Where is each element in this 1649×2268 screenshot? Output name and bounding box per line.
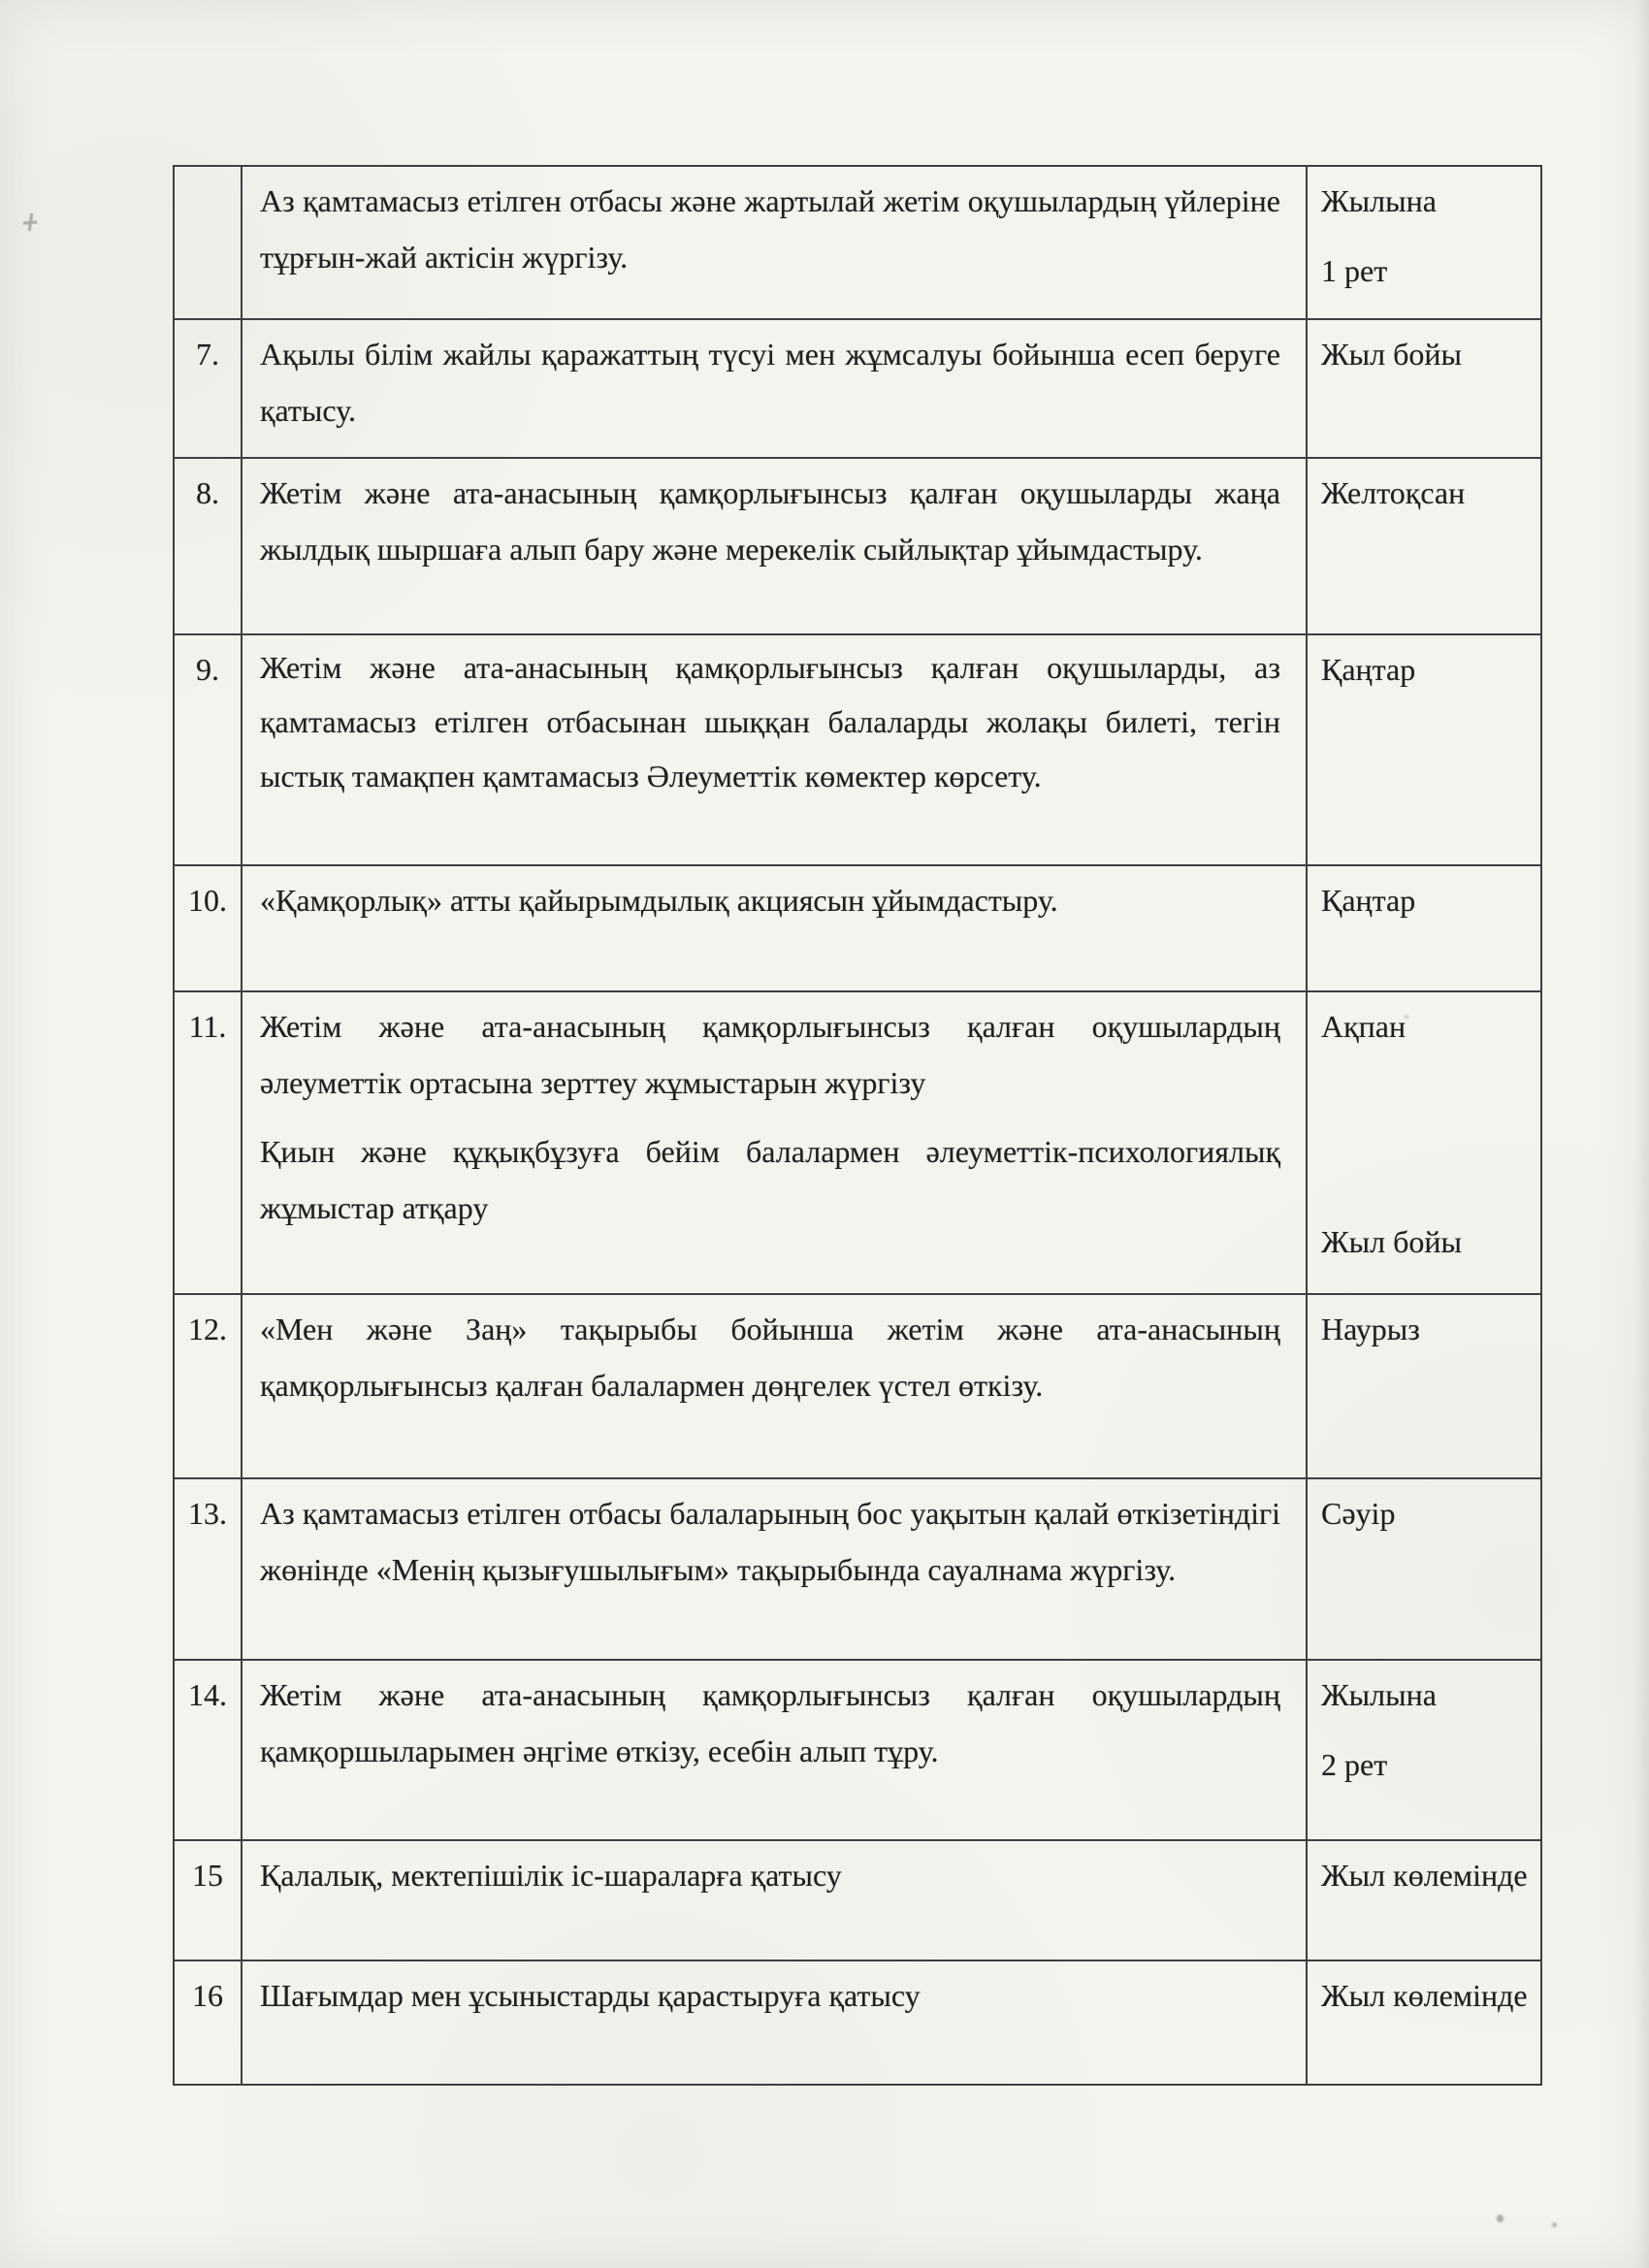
timing-cell: Жыл көлемінде <box>1321 1858 1528 1893</box>
timing-cell: Жыл көлемінде <box>1321 1978 1528 2013</box>
row-number: 9. <box>175 635 242 864</box>
activity-cell: Жетім және ата-анасының қамқорлығынсыз қалған оқушылардың әлеуметтік ортасына зерттеу жұмыстарын жүргізу Қиын және құқықбұзуға бейім балалармен әлеуметтік-психологиялық жұмыстар атқару <box>242 992 1308 1293</box>
timing-cell: Жылына 2 рет <box>1321 1677 1437 1782</box>
activity-cell: Жетім және ата-анасының қамқорлығынсыз қалған оқушылардың қамқоршыларымен әңгіме өткізу, есебін алып тұру. <box>242 1661 1308 1839</box>
timing-cell: Сәуір <box>1321 1496 1396 1531</box>
activity-cell: Шағымдар мен ұсыныстарды қарастыруға қатысу <box>242 1961 1308 2084</box>
table-row <box>175 320 1540 459</box>
table-row <box>175 866 1540 992</box>
activity-cell: Жетім және ата-анасының қамқорлығынсыз қалған оқушыларды, аз қамтамасыз етілген отбасынан шыққан балаларды жолақы билеті, тегін ыстық тамақпен қамтамасыз Әлеуметтік көмектер көрсету. <box>242 635 1308 864</box>
activities-table <box>173 165 1542 2086</box>
timing-cell: Қаңтар <box>1321 883 1416 918</box>
row-number: 11. <box>175 992 242 1293</box>
row-number: 7. <box>175 320 242 457</box>
timing-cell: Наурыз <box>1321 1312 1420 1346</box>
table-row <box>175 167 1540 320</box>
scan-edge-shadow <box>1635 0 1649 2268</box>
activity-cell: Аз қамтамасыз етілген отбасы және жартылай жетім оқушылардың үйлеріне тұрғын-жай актісін жүргізу. <box>242 167 1308 318</box>
timing-cell: Желтоқсан <box>1321 475 1466 510</box>
table-row <box>175 1841 1540 1961</box>
table-row <box>175 992 1540 1295</box>
table-row <box>175 1295 1540 1479</box>
row-number <box>175 167 242 318</box>
timing-cell: Жылына 1 рет <box>1321 183 1437 288</box>
ink-speck <box>1552 2222 1557 2227</box>
table-row <box>175 459 1540 635</box>
timing-cell: Ақпан Жыл бойы <box>1321 1009 1463 1259</box>
table-row <box>175 1661 1540 1841</box>
table-row <box>175 1479 1540 1661</box>
pen-mark-artifact <box>23 213 39 233</box>
activity-cell: Жетім және ата-анасының қамқорлығынсыз қалған оқушыларды жаңа жылдық шыршаға алып бару және мерекелік сыйлықтар ұйымдастыру. <box>242 459 1308 633</box>
activity-cell: Қалалық, мектепішілік іс-шараларға қатысу <box>242 1841 1308 1960</box>
row-number: 14. <box>175 1661 242 1839</box>
activity-cell: «Мен және Заң» тақырыбы бойынша жетім және ата-анасының қамқорлығынсыз қалған балалармен дөңгелек үстел өткізу. <box>242 1295 1308 1477</box>
timing-cell: Қаңтар <box>1321 652 1416 687</box>
activity-cell: Аз қамтамасыз етілген отбасы балаларының бос уақытын қалай өткізетіндігі жөнінде «Менің қызығушылығым» тақырыбында сауалнама жүргізу. <box>242 1479 1308 1659</box>
row-number: 13. <box>175 1479 242 1659</box>
row-number: 10. <box>175 866 242 990</box>
ink-speck <box>1497 2215 1504 2222</box>
table-row <box>175 635 1540 866</box>
row-number: 12. <box>175 1295 242 1477</box>
row-number: 15 <box>175 1841 242 1960</box>
timing-cell: Жыл бойы <box>1321 337 1463 372</box>
activity-cell: Ақылы білім жайлы қаражаттың түсуі мен жұмсалуы бойынша есеп беруге қатысу. <box>242 320 1308 457</box>
table-row <box>175 1961 1540 2084</box>
row-number: 16 <box>175 1961 242 2084</box>
activity-cell: «Қамқорлық» атты қайырымдылық акциясын ұйымдастыру. <box>242 866 1308 990</box>
row-number: 8. <box>175 459 242 633</box>
